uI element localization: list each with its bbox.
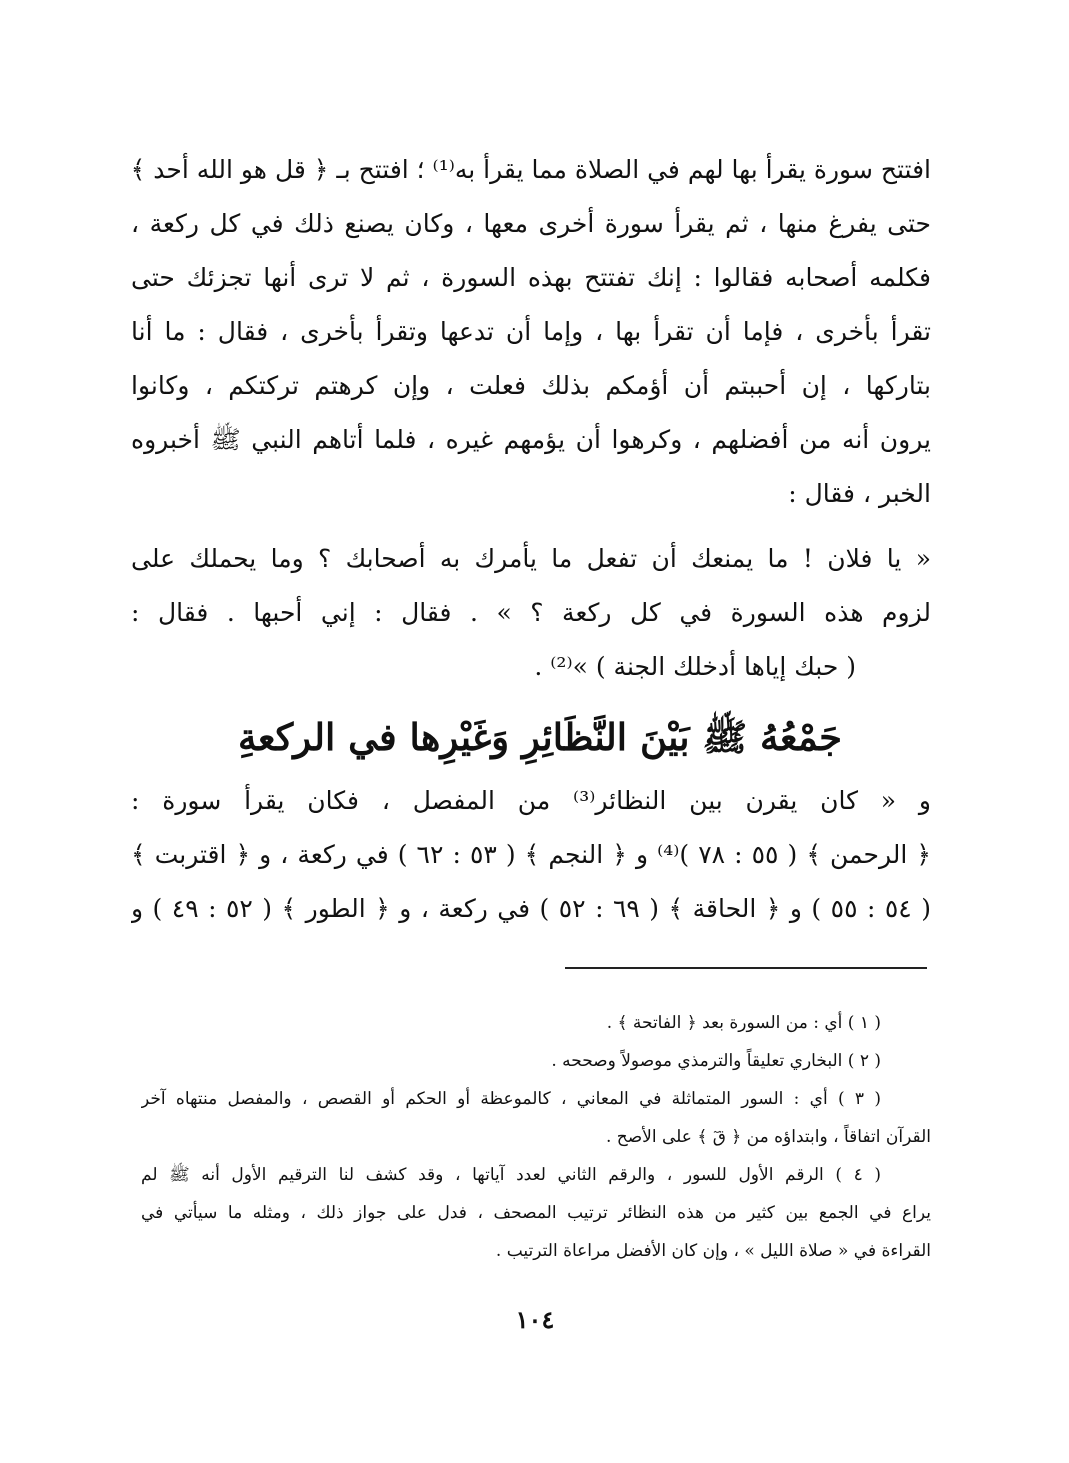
text-line: الخبر ، فقال : <box>788 479 931 508</box>
text-line: فكلمه أصحابه فقالوا : إنك تفتتح بهذه السورة ، ثم لا ترى أنها تجزئك حتى <box>131 263 931 292</box>
main-paragraph <box>131 143 931 521</box>
text-line: ﴿ الرحمن ﴾ ( ٥٥ : ٧٨ )⁽⁴⁾ و ﴿ النجم ﴾ ( ٥٣ : ٦٢ ) في ركعة ، و ﴿ اقتربت ﴾ <box>131 840 931 869</box>
hadith-quote-last-line: ( حبك إياها أدخلك الجنة ) »⁽²⁾ . <box>534 652 856 681</box>
footnote-line: ( ٢ ) البخاري تعليقاً والترمذي موصولاً وصححه . <box>551 1051 881 1071</box>
section-heading: جَمْعُهُ ﷺ بَيْنَ النَّظَائِرِ وَغَيْرِها في الركعةِ <box>238 715 842 759</box>
text-line: ( ٥٤ : ٥٥ ) و ﴿ الحاقة ﴾ ( ٦٩ : ٥٢ ) في ركعة ، و ﴿ الطور ﴾ ( ٥٢ : ٤٩ ) و <box>131 894 931 923</box>
text-line: « يا فلان ! ما يمنعك أن تفعل ما يأمرك به أصحابك ؟ وما يحملك على <box>131 544 931 573</box>
footnote-line: القراءة في « صلاة الليل » ، وإن كان الأفضل مراعاة الترتيب . <box>495 1241 931 1261</box>
footnote-divider <box>565 967 927 969</box>
text-line: و « كان يقرن بين النظائر⁽³⁾ من المفصل ، فكان يقرأ سورة : <box>131 786 931 815</box>
text-line: حتى يفرغ منها ، ثم يقرأ سورة أخرى معها ، وكان يصنع ذلك في كل ركعة ، <box>131 209 931 238</box>
footnote-line: يراع في الجمع بين كثير من هذه النظائر ترتيب المصحف ، فدل على جواز ذلك ، ومثله ما سيأتي في <box>141 1203 931 1223</box>
footnote-line: ( ١ ) أي : من السورة بعد ﴿ الفاتحة ﴾ . <box>606 1013 881 1033</box>
text-line: لزوم هذه السورة في كل ركعة ؟ » . فقال : إني أحبها . فقال : <box>131 598 931 627</box>
page-number: ١٠٤ <box>515 1305 555 1334</box>
text-line: تقرأ بأخرى ، فإما أن تقرأ بها ، وإما أن تدعها وتقرأ بأخرى ، فقال : ما أنا <box>131 317 931 346</box>
text-line: بتاركها ، إن أحببتم أن أؤمكم بذلك فعلت ، وإن كرهتم تركتكم ، وكانوا <box>131 371 931 400</box>
second-paragraph <box>131 774 931 936</box>
footnote-line: ( ٤ ) الرقم الأول للسور ، والرقم الثاني لعدد آياتها ، وقد كشف لنا الترقيم الأول أنه ﷺ لم <box>141 1165 881 1185</box>
footnote-line: ( ٣ ) أي : السور المتماثلة في المعاني ، كالموعظة أو الحكم أو القصص ، والمفصل منتهاه آخر <box>141 1089 881 1109</box>
hadith-quote <box>131 532 931 640</box>
footnote-line: القرآن اتفاقاً ، وابتداؤه من ﴿ قٓ ﴾ على الأصح . <box>605 1127 931 1147</box>
text-line: يرون أنه من أفضلهم ، وكرهوا أن يؤمهم غيره ، فلما أتاهم النبي ﷺ أخبروه <box>131 425 931 454</box>
text-line: افتتح سورة يقرأ بها لهم في الصلاة مما يقرأ به⁽¹⁾ ؛ افتتح بـ ﴿ قل هو الله أحد ﴾ <box>131 155 931 184</box>
footnotes <box>141 1004 931 1270</box>
